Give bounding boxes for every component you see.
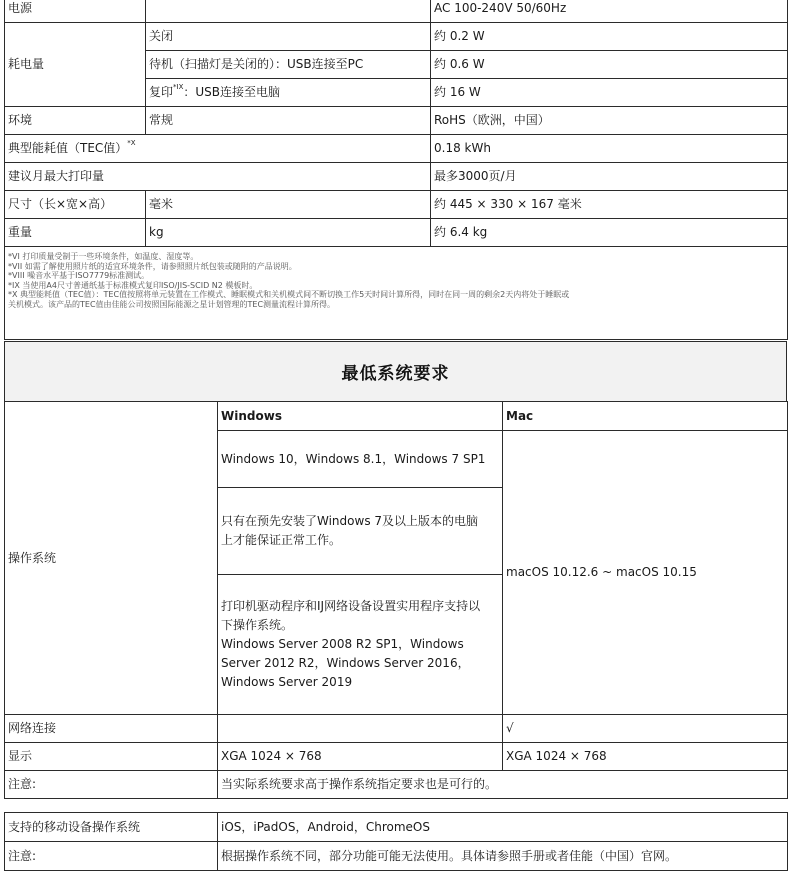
standby-label: 待机（扫描灯是关闭的）：USB连接至PC xyxy=(146,51,431,79)
off-label: 关闭 xyxy=(146,23,431,51)
mobile-os-value: iOS，iPadOS，Android，ChromeOS xyxy=(218,813,788,842)
tec-footnote-ref: *X xyxy=(127,139,136,148)
tec-value: 0.18 kWh xyxy=(431,135,788,163)
section-title: 最低系统要求 xyxy=(4,341,787,402)
table-row xyxy=(5,0,788,23)
network-mac: √ xyxy=(503,715,788,743)
table-row xyxy=(5,743,788,771)
mobile-note-label: 注意: xyxy=(5,842,218,871)
table-row xyxy=(5,23,788,51)
power-label: 电源 xyxy=(5,0,146,23)
env-label: 环境 xyxy=(5,107,146,135)
windows-preinstall-note: 只有在预先安装了Windows 7及以上版本的电脑 上才能保证正常工作。 xyxy=(218,488,503,575)
col-mac: Mac xyxy=(503,402,788,431)
footnote: *VII 如需了解使用照片纸的适宜环境条件，请参照照片纸包装或随附的产品说明。 xyxy=(8,261,297,271)
col-windows: Windows xyxy=(218,402,503,431)
os-label: 操作系统 xyxy=(5,402,218,715)
windows-versions: Windows 10，Windows 8.1，Windows 7 SP1 xyxy=(218,431,503,488)
tec-label: 典型能耗值（TEC值）$^{*X}$ xyxy=(5,135,431,163)
table-row xyxy=(5,813,788,842)
copy-label: 复印$^{*IX}$：USB连接至电脑 xyxy=(146,79,431,107)
note-value: 当实际系统要求高于操作系统指定要求也是可行的。 xyxy=(218,771,788,799)
weight-label: 重量 xyxy=(5,219,146,247)
mobile-note-value: 根据操作系统不同，部分功能可能无法使用。具体请参照手册或者佳能（中国）官网。 xyxy=(218,842,788,871)
footnote: 关机模式。该产品的TEC值由佳能公司按照国际能源之星计划管理的TEC测量流程计算所得。 xyxy=(8,299,336,309)
footnotes-row xyxy=(5,247,788,340)
table-row xyxy=(5,191,788,219)
table-row xyxy=(5,715,788,743)
consumption-label: 耗电量 xyxy=(5,23,146,107)
table-header-row xyxy=(5,402,788,431)
footnote: *X 典型能耗值（TEC值）：TEC值按照将单元装置在工作模式、睡眠模式和关机模式间不断切换工作5天时间计算所得，同时在同一周的剩余2天内将处于睡眠或 xyxy=(8,290,570,299)
size-value: 约 445 × 330 × 167 毫米 xyxy=(431,191,788,219)
display-mac: XGA 1024 × 768 xyxy=(503,743,788,771)
off-value: 约 0.2 W xyxy=(431,23,788,51)
windows-server-support: 打印机驱动程序和IJ网络设备设置实用程序支持以 下操作系统。 Windows Server 2008 R2 SP1，Windows Server 2012 R2，Windows Server 2016， Windows Server 2019 xyxy=(218,575,503,715)
env-sub: 常规 xyxy=(146,107,431,135)
weight-value: 约 6.4 kg xyxy=(431,219,788,247)
table-row xyxy=(5,771,788,799)
size-label: 尺寸（长×宽×高） xyxy=(5,191,146,219)
footnote: *VI 打印质量受制于一些环境条件，如温度、湿度等。 xyxy=(8,252,199,261)
table-row xyxy=(5,135,788,163)
table-row xyxy=(5,163,788,191)
footnote: *VIII 噪音水平基于ISO7779标准测试。 xyxy=(8,271,150,280)
env-value: RoHS（欧洲，中国） xyxy=(431,107,788,135)
network-windows xyxy=(218,715,503,743)
footnotes xyxy=(5,247,788,340)
mac-versions: macOS 10.12.6 ~ macOS 10.15 xyxy=(503,431,788,715)
requirements-table xyxy=(4,401,788,799)
size-unit: 毫米 xyxy=(146,191,431,219)
table-row xyxy=(5,107,788,135)
power-value: AC 100-240V 50/60Hz xyxy=(431,0,788,23)
copy-value: 约 16 W xyxy=(431,79,788,107)
mobile-os-label: 支持的移动设备操作系统 xyxy=(5,813,218,842)
network-label: 网络连接 xyxy=(5,715,218,743)
display-windows: XGA 1024 × 768 xyxy=(218,743,503,771)
display-label: 显示 xyxy=(5,743,218,771)
copy-footnote-ref: *IX xyxy=(173,83,184,92)
weight-unit: kg xyxy=(146,219,431,247)
note-label: 注意: xyxy=(5,771,218,799)
standby-value: 约 0.6 W xyxy=(431,51,788,79)
table-row xyxy=(5,842,788,871)
table-row xyxy=(5,219,788,247)
mobile-table xyxy=(4,812,788,871)
monthly-label: 建议月最大打印量 xyxy=(5,163,431,191)
footnote: *IX 当使用A4尺寸普通纸基于标准模式复印ISO/JIS-SCID N2 模板时。 xyxy=(8,280,258,290)
monthly-value: 最多3000页/月 xyxy=(431,163,788,191)
spec-table xyxy=(4,0,788,340)
